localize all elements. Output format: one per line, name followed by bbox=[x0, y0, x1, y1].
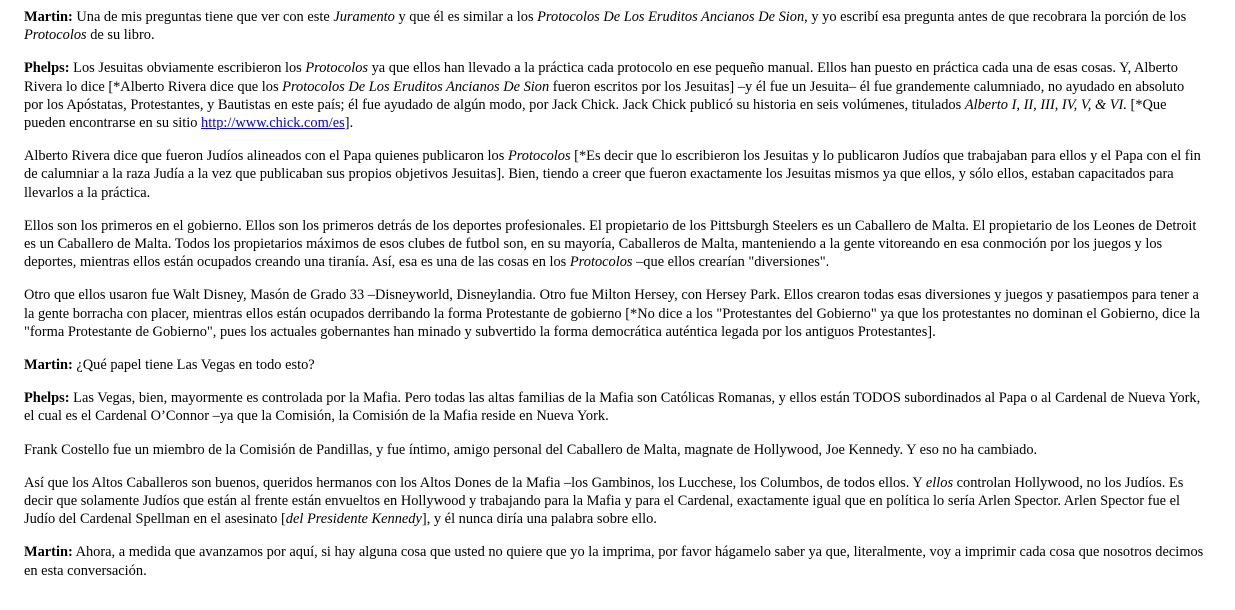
body-text: Las Vegas, bien, mayormente es controlada por la Mafia. Pero todas las altas familias de la Mafia son Católicas Romanas, y ellos están TODOS subordinados al Papa o al Cardenal de Nueva York, el cual es el Cardenal O’Connor –ya que la Comisión, la Comisión de la Mafia reside en Nueva York. bbox=[24, 390, 1201, 425]
body-text: ], y él nunca diría una palabra sobre ello. bbox=[421, 511, 657, 528]
body-text: ]. bbox=[344, 115, 354, 132]
speaker-label: Martin: bbox=[24, 357, 73, 374]
paragraph bbox=[24, 147, 1204, 202]
speaker-label: Martin: bbox=[24, 9, 73, 25]
body-text: Ahora, a medida que avanzamos por aquí, si hay alguna cosa que usted no quiere que yo la imprima, por favor hágamelo saber ya que, literalmente, voy a imprimir cada cosa que nosotros decimos en esta conversación. bbox=[24, 544, 1204, 579]
paragraph bbox=[24, 286, 1204, 341]
italic-text: Protocolos De Los Eruditos Ancianos De Sion bbox=[282, 78, 550, 95]
speaker-label: Phelps: bbox=[24, 390, 70, 407]
paragraph bbox=[24, 474, 1204, 529]
body-text: –que ellos crearían "diversiones". bbox=[632, 254, 830, 271]
italic-text: Alberto I, II, III, IV, V, & VI. bbox=[964, 96, 1127, 113]
body-text: de su libro. bbox=[86, 27, 155, 44]
italic-text: Protocolos bbox=[305, 60, 368, 77]
paragraph bbox=[24, 217, 1204, 272]
body-text: Así que los Altos Caballeros son buenos, queridos hermanos con los Altos Dones de la Mafia –los Gambinos, los Lucchese, los Columbos, de todos ellos. Y bbox=[24, 474, 926, 491]
body-text: , y yo escribí esa pregunta antes de que recobrara la porción de los bbox=[804, 9, 1187, 25]
paragraph bbox=[24, 543, 1204, 579]
italic-text: del Presidente Kennedy bbox=[285, 511, 422, 528]
body-text: ya que ellos han llevado a la práctica cada protocolo en ese pequeño manual. Ellos han puesto en práctica cada una de esas cosas. Y, Alberto Rivera lo dice [*Alberto Rivera dice que los bbox=[24, 60, 1178, 95]
speaker-label: Martin: bbox=[24, 544, 73, 561]
document-body bbox=[24, 8, 1204, 595]
italic-text: ellos bbox=[925, 474, 954, 491]
italic-text: Protocolos bbox=[24, 27, 87, 44]
body-text: fueron escritos por los Jesuitas] –y él fue un Jesuita– él fue grandemente calumniado, no ayudado en absoluto por los Apóstatas, Protestantes, y Bautistas en este país; él fue ayudado de algún modo, por Jack Chick. Jack Chick publicó su historia en seis volúmenes, titulados bbox=[24, 78, 1185, 113]
body-text: Ellos son los primeros en el gobierno. Ellos son los primeros detrás de los deportes profesionales. El propietario de los Pittsburgh Steelers es un Caballero de Malta. El propietario de los Leones de Detroit es un Caballero de Malta. Todos los propietarios máximos de esos clubes de futbol son, en su mayoría, Caballeros de Malta, manteniendo a la gente vitoreando en esa conmoción por los juegos y los deportes, mientras ellos están ocupados creando una tiranía. Así, esa es una de las cosas en los bbox=[24, 217, 1197, 271]
body-text: y que él es similar a los bbox=[394, 9, 538, 25]
paragraph bbox=[24, 8, 1204, 44]
chick-site-link[interactable]: http://www.chick.com/es bbox=[201, 115, 345, 132]
paragraph bbox=[24, 356, 1204, 374]
italic-text: Protocolos bbox=[507, 148, 571, 165]
paragraph bbox=[24, 389, 1204, 425]
body-text: Una de mis preguntas tiene que ver con este bbox=[72, 9, 334, 25]
paragraph bbox=[24, 441, 1204, 459]
body-text: [*Que pueden encontrarse en su sitio bbox=[24, 96, 1167, 132]
body-text: Frank Costello fue un miembro de la Comisión de Pandillas, y fue íntimo, amigo personal del Caballero de Malta, magnate de Hollywood, Joe Kennedy. Y eso no ha cambiado. bbox=[24, 441, 1038, 458]
italic-text: Juramento bbox=[333, 9, 395, 25]
italic-text: Protocolos bbox=[569, 254, 633, 271]
body-text: Los Jesuitas obviamente escribieron los bbox=[69, 60, 306, 77]
italic-text: Protocolos De Los Eruditos Ancianos De Sion bbox=[537, 9, 805, 25]
body-text: controlan Hollywood, no los Judíos. Es decir que solamente Judíos que están al frente están envueltos en Hollywood y trabajando para la Mafia y para el Cardenal, exactamente igual que en política lo sería Arlen Spector. Arlen Spector fue el Judío del Cardenal Spellman en el asesinato [ bbox=[24, 474, 1184, 528]
body-text: Alberto Rivera dice que fueron Judíos alineados con el Papa quienes publicaron los bbox=[24, 148, 508, 165]
body-text: ¿Qué papel tiene Las Vegas en todo esto? bbox=[72, 357, 315, 374]
speaker-label: Phelps: bbox=[24, 60, 70, 77]
body-text: [*Es decir que lo escribieron los Jesuitas y lo publicaron Judíos que trabajaban para ellos y el Papa con el fin de calumniar a la raza Judía a la vez que publicaban sus propios objetivos Jesuitas]. Bien, tiendo a creer que fueron exactamente los Jesuitas mismos ya que ellos, y sólo ellos, estaban capacitados para llevarlos a la práctica. bbox=[24, 148, 1201, 201]
paragraph bbox=[24, 59, 1204, 132]
body-text: Otro que ellos usaron fue Walt Disney, Masón de Grado 33 –Disneyworld, Disneylandia. Otro fue Milton Hersey, con Hersey Park. Ellos crearon todas esas diversiones y juegos y pasatiempos para tener a la gente borracha con placer, mientras ellos están ocupados derribando la forma Protestante de gobierno [*No dice a los "Protestantes del Gobierno" ya que los protestantes no dominan el Gobierno, dice la "forma Protestante de Gobierno", pues los actuales gobernantes han minado y subvertido la forma democrática auténtica legada por los antiguos Protestantes]. bbox=[24, 287, 1201, 340]
